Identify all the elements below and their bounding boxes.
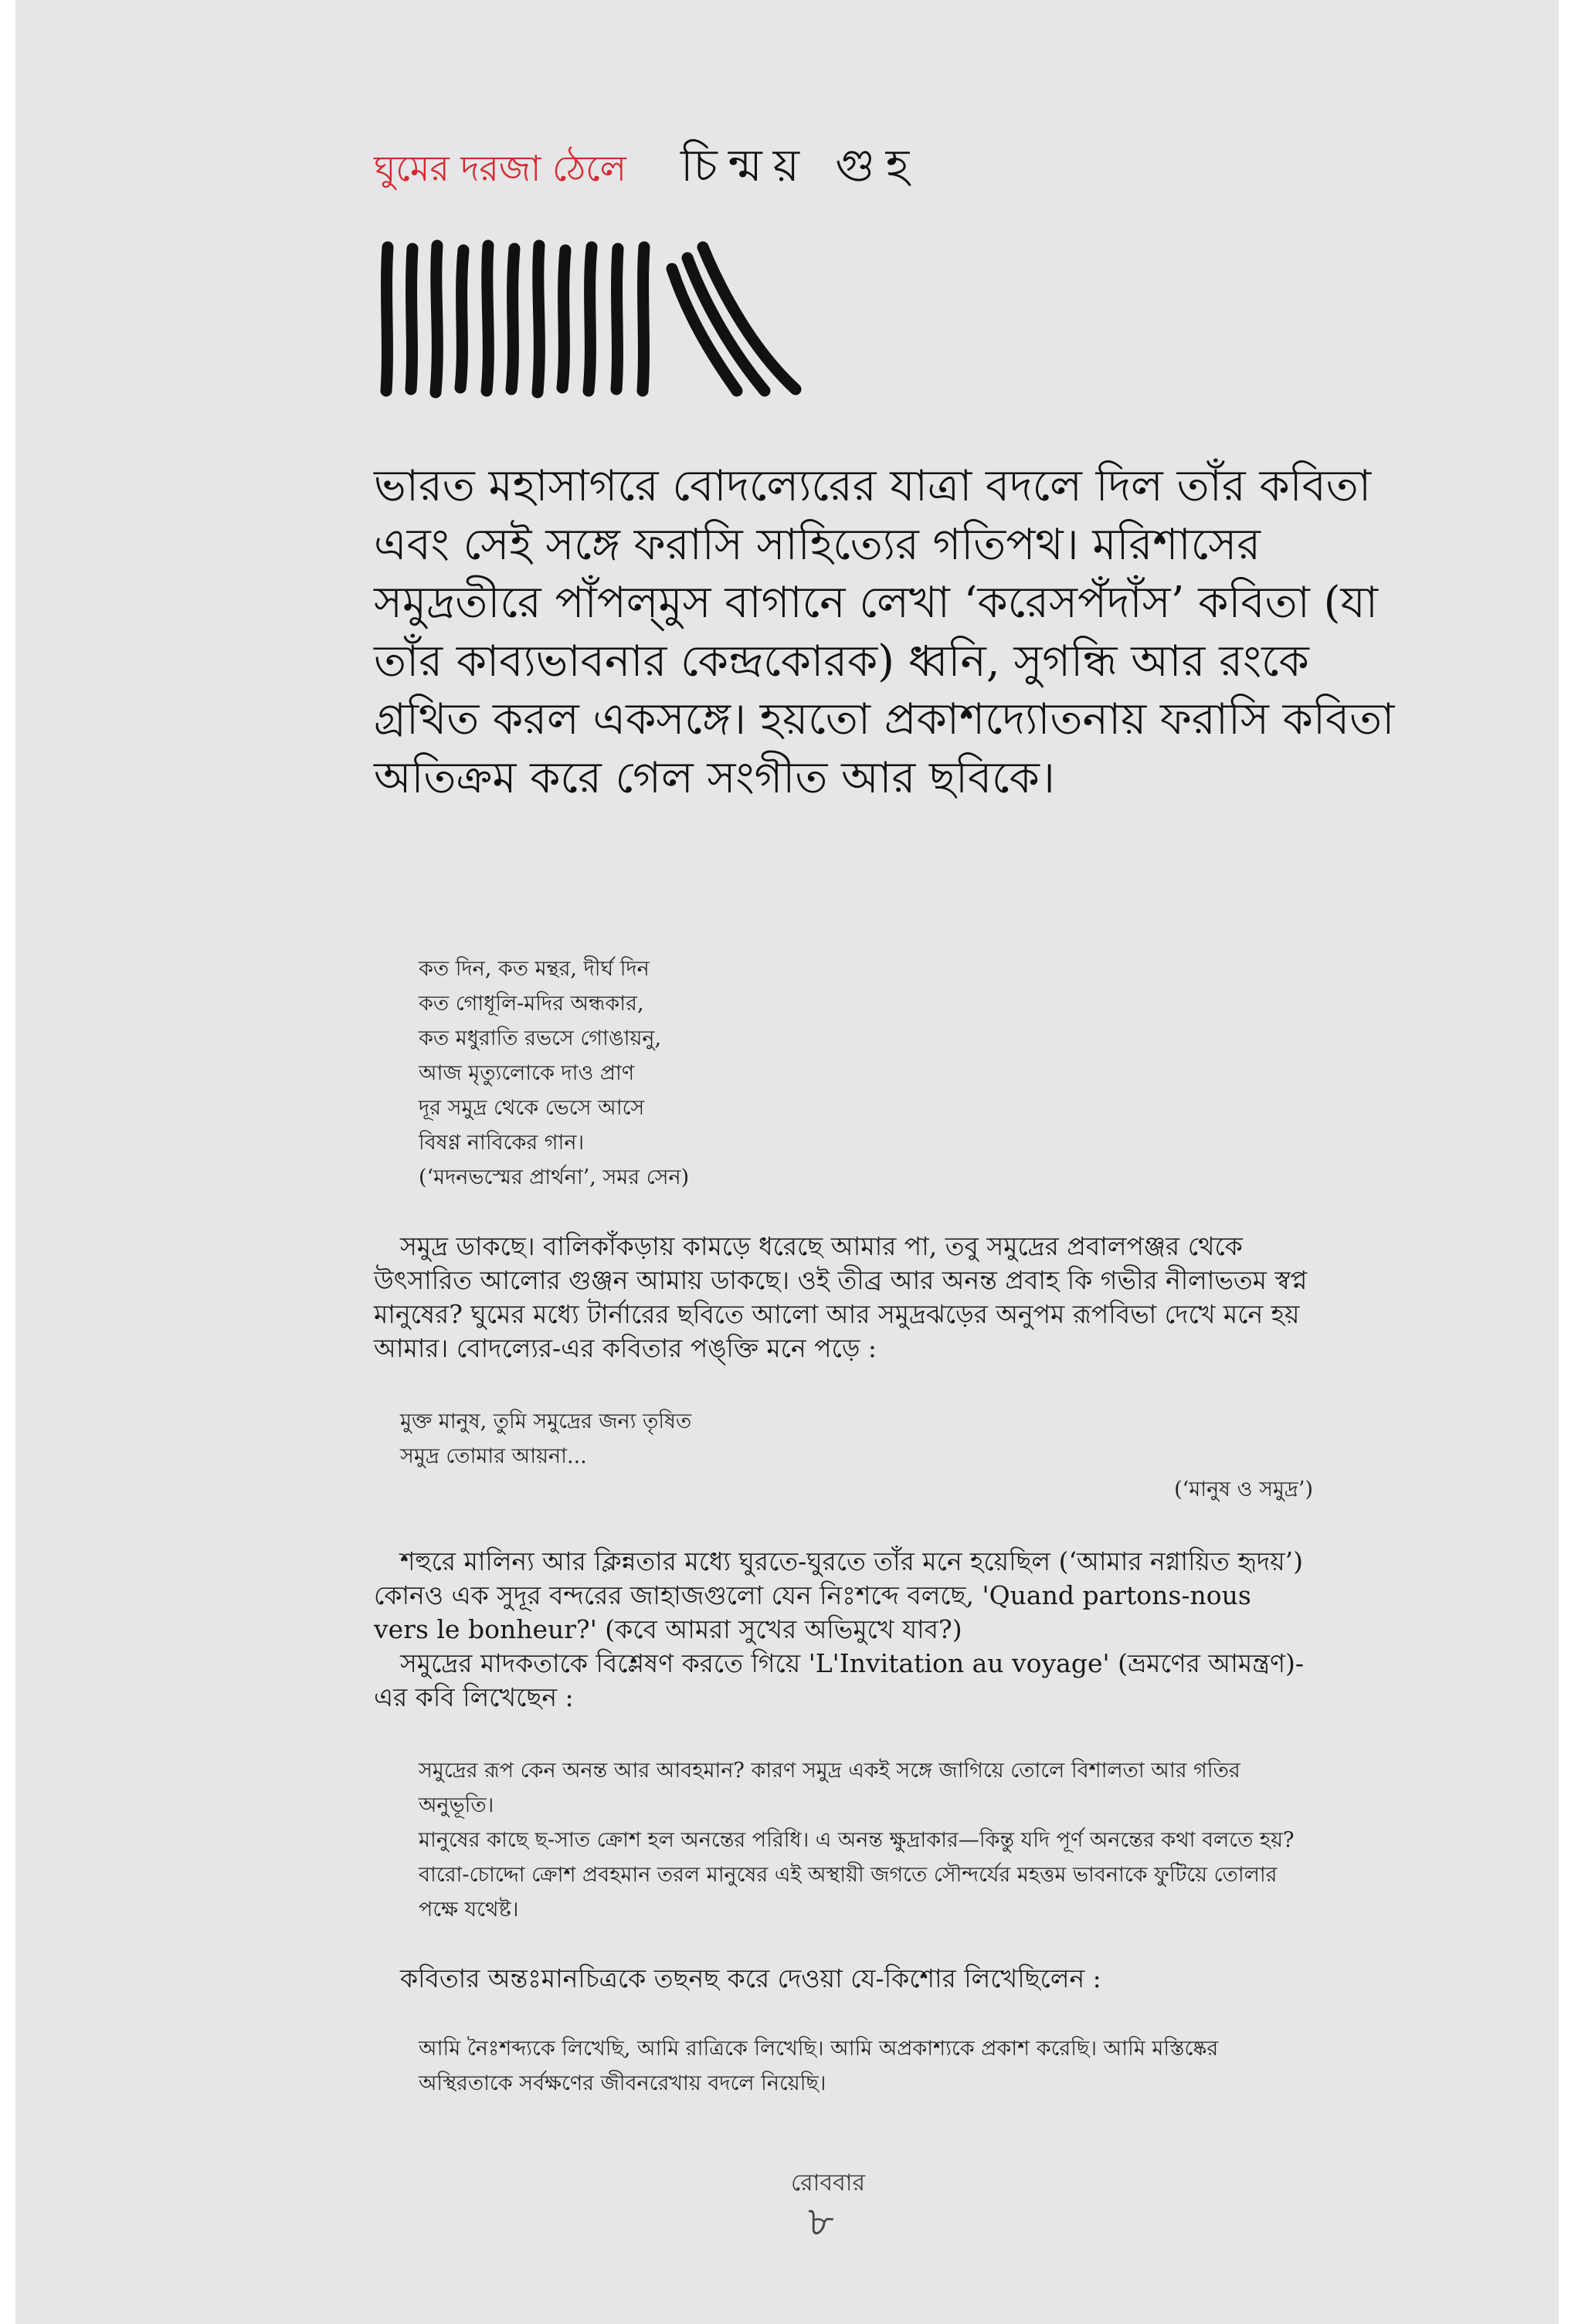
page-number: ৮ [808, 2199, 834, 2245]
poem-citation-right: (‘মানুষ ও সমুদ্র’) [1174, 1478, 1313, 1501]
poem-baudelaire [400, 1404, 691, 1474]
tally-marks-icon [378, 238, 834, 400]
lede-paragraph: ভারত মহাসাগরে বোদল্যেরের যাত্রা বদলে দিল তাঁর কবিতা এবং সেই সঙ্গে ফরাসি সাহিত্যের গতিপথ। মরিশাসের সমুদ্রতীরে পাঁপল্‌মুস বাগানে লেখা ‘করেসপঁদাঁস’ কবিতা (যা তাঁর কাব্যভাবনার কেন্দ্রকোরক) ধ্বনি, সুগন্ধি আর রংকে গ্রথিত করল একসঙ্গে। হয়তো প্রকাশদ্যোতনায় ফরাসি কবিতা অতিক্রম করে গেল সংগীত আর ছবিকে। [374, 461, 1395, 803]
body-paragraph-2: শহুরে মালিন্য আর ক্লিন্নতার মধ্যে ঘুরতে-ঘুরতে তাঁর মনে হয়েছিল (‘আমার নগ্নায়িত হৃদয়’) কোনও এক সুদূর বন্দরের জাহাজগুলো যেন নিঃশব্দে বলছে, 'Quand partons-nous vers le bonheur?' (কবে আমরা সুখের অভিমুখে যাব?) [374, 1546, 1304, 1644]
poem-line: কত দিন, কত মন্থর, দীর্ঘ দিন [419, 957, 650, 981]
poem-line: কত মধুরাতি রভসে গোঙায়নু, [419, 1026, 662, 1050]
poem-line: কত গোধূলি-মদির অন্ধকার, [419, 992, 644, 1016]
author-name: চিন্ময় গুহ [680, 139, 921, 192]
poem-line: বিষণ্ণ নাবিকের গান। [419, 1131, 585, 1155]
quote-paragraph: আমি নৈঃশব্দ্যকে লিখেছি, আমি রাত্রিকে লিখেছি। আমি অপ্রকাশ্যকে প্রকাশ করেছি। আমি মস্তিষ্কের অস্থিরতাকে সর্বক্ষণের জীবনরেখায় বদলে নিয়েছি। [419, 2037, 1219, 2095]
header [374, 131, 920, 206]
poem-line: আজ মৃত্যুলোকে দাও প্রাণ [419, 1061, 635, 1085]
poem-citation: (‘মদনভস্মের প্রার্থনা’, সমর সেন) [419, 1165, 690, 1189]
poem-line: সমুদ্র তোমার আয়না... [400, 1444, 587, 1468]
poem-samar-sen [419, 952, 689, 1195]
rimbaud-quote [419, 2031, 1315, 2101]
quote-paragraph: মানুষের কাছে ছ-সাত ক্রোশ হল অনন্তের পরিধি। এ অনন্ত ক্ষুদ্রাকার—কিন্তু যদি পূর্ণ অনন্তের কথা বলতে হয়? বারো-চোদ্দো ক্রোশ প্রবহমান তরল মানুষের এই অস্থায়ী জগতে সৌন্দর্যের মহত্তম ভাবনাকে ফুটিয়ে তোলার পক্ষে যথেষ্ট। [419, 1828, 1295, 1922]
quote-paragraph: সমুদ্রের রূপ কেন অনন্ত আর আবহমান? কারণ সমুদ্র একই সঙ্গে জাগিয়ে তোলে বিশালতা আর গতির অনুভূতি। [419, 1759, 1240, 1817]
page [15, 0, 1559, 2324]
body-paragraph-4: কবিতার অন্তঃমানচিত্রকে তছনছ করে দেওয়া যে-কিশোর লিখেছিলেন : [400, 1963, 1101, 1993]
poem-line: দূর সমুদ্র থেকে ভেসে আসে [419, 1096, 645, 1120]
body-paragraph-3: সমুদ্রের মাদকতাকে বিশ্লেষণ করতে গিয়ে 'L'Invitation au voyage' (ভ্রমণের আমন্ত্রণ)-এর কবি লিখেছেন : [374, 1648, 1305, 1712]
body-paragraph-1: সমুদ্র ডাকছে। বালিকাঁকড়ায় কামড়ে ধরেছে আমার পা, তবু সমুদ্রের প্রবালপঞ্জর থেকে উৎসারিত আলোর গুঞ্জন আমায় ডাকছে। ওই তীব্র আর অনন্ত প্রবাহ কি গভীর নীলাভতম স্বপ্ন মানুষের? ঘুমের মধ্যে টার্নারের ছবিতে আলো আর সমুদ্রঝড়ের অনুপম রূপবিভা দেখে মনে হয় আমার। বোদল্যের-এর কবিতার পঙ্‌ক্তি মনে পড়ে : [374, 1231, 1308, 1363]
section-title: ঘুমের দরজা ঠেলে [374, 148, 626, 189]
prose-quote [419, 1753, 1315, 1927]
footer-magazine-name: রোববার [791, 2170, 865, 2197]
poem-line: মুক্ত মানুষ, তুমি সমুদ্রের জন্য তৃষিত [400, 1410, 692, 1433]
